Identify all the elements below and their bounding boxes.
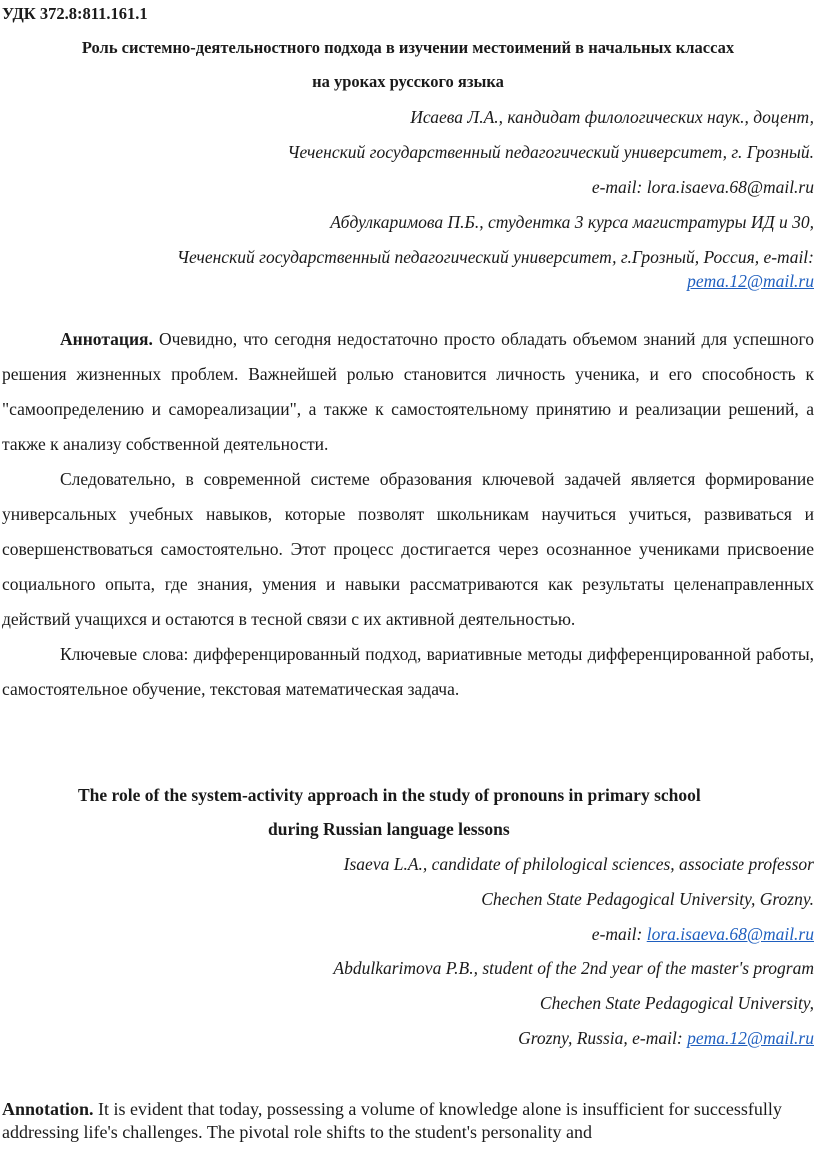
ru-email2-link[interactable]: pema.12@mail.ru	[687, 271, 814, 291]
ru-annotation-text: Очевидно, что сегодня недостаточно просто обладать объемом знаний для успешного решения жизненных проблем. Важнейшей ролью становится личность ученика, и его способность к "самоопределению и самореализации", а также к самостоятельному принятию и реализации решений, а также к анализу собственной деятельности.	[2, 329, 814, 454]
ru-body	[2, 322, 814, 707]
en-email1-line	[592, 924, 814, 945]
en-title-line1: The role of the system-activity approach in the study of pronouns in primary school	[78, 785, 701, 805]
en-author1: Isaeva L.A., candidate of philological sciences, associate professor	[343, 854, 814, 874]
ru-title-line1: Роль системно-деятельностного подхода в изучении местоимений в начальных классах	[81, 38, 735, 57]
en-email2-line	[518, 1028, 814, 1049]
ru-title-line2: на уроках русского языка	[312, 72, 504, 91]
ru-keywords: Ключевые слова: дифференцированный подход, вариативные методы дифференцированной работы, самостоятельное обучение, текстовая математическая задача.	[2, 644, 814, 699]
en-annotation-text: It is evident that today, possessing a volume of knowledge alone is insufficient for successfully addressing life's challenges. The pivotal role shifts to the student's personality and	[2, 1099, 782, 1142]
en-email2-link[interactable]: pema.12@mail.ru	[687, 1028, 814, 1048]
en-email1-label: e-mail:	[591, 924, 647, 944]
ru-annotation	[2, 322, 814, 462]
ru-email1: e-mail: lora.isaeva.68@mail.ru	[591, 177, 814, 197]
en-title-line2: during Russian language lessons	[268, 819, 510, 839]
en-affiliation1: Chechen State Pedagogical University, Grozny.	[481, 889, 814, 909]
udc-code: УДК 372.8:811.161.1	[2, 4, 148, 23]
ru-affiliation2: Чеченский государственный педагогический университет, г.Грозный, Россия, e-mail:	[176, 247, 814, 267]
ru-annotation-label: Аннотация.	[60, 329, 153, 349]
en-affiliation2b: Grozny, Russia, e-mail:	[518, 1028, 688, 1048]
en-annotation-label: Annotation.	[2, 1099, 94, 1119]
ru-author1: Исаева Л.А., кандидат филологических наук., доцент,	[410, 107, 814, 127]
ru-paragraph2: Следовательно, в современной системе образования ключевой задачей является формирование универсальных учебных навыков, которые позволят школьникам научиться учиться, развиваться и совершенствоваться самостоятельно. Этот процесс достигается через осознанное учениками присвоение социального опыта, где знания, умения и навыки рассматриваются как результаты целенаправленных действий учащихся и остаются в тесной связи с их активной деятельностью.	[2, 469, 814, 629]
ru-affiliation1: Чеченский государственный педагогический университет, г. Грозный.	[287, 142, 814, 162]
en-affiliation2: Chechen State Pedagogical University,	[539, 993, 814, 1013]
ru-author2: Абдулкаримова П.Б., студентка 3 курса магистратуры ИД и 30,	[330, 212, 814, 232]
en-email1-link[interactable]: lora.isaeva.68@mail.ru	[646, 924, 814, 944]
en-author2: Abdulkarimova P.B., student of the 2nd year of the master's program	[333, 958, 814, 978]
en-annotation	[2, 1098, 814, 1144]
